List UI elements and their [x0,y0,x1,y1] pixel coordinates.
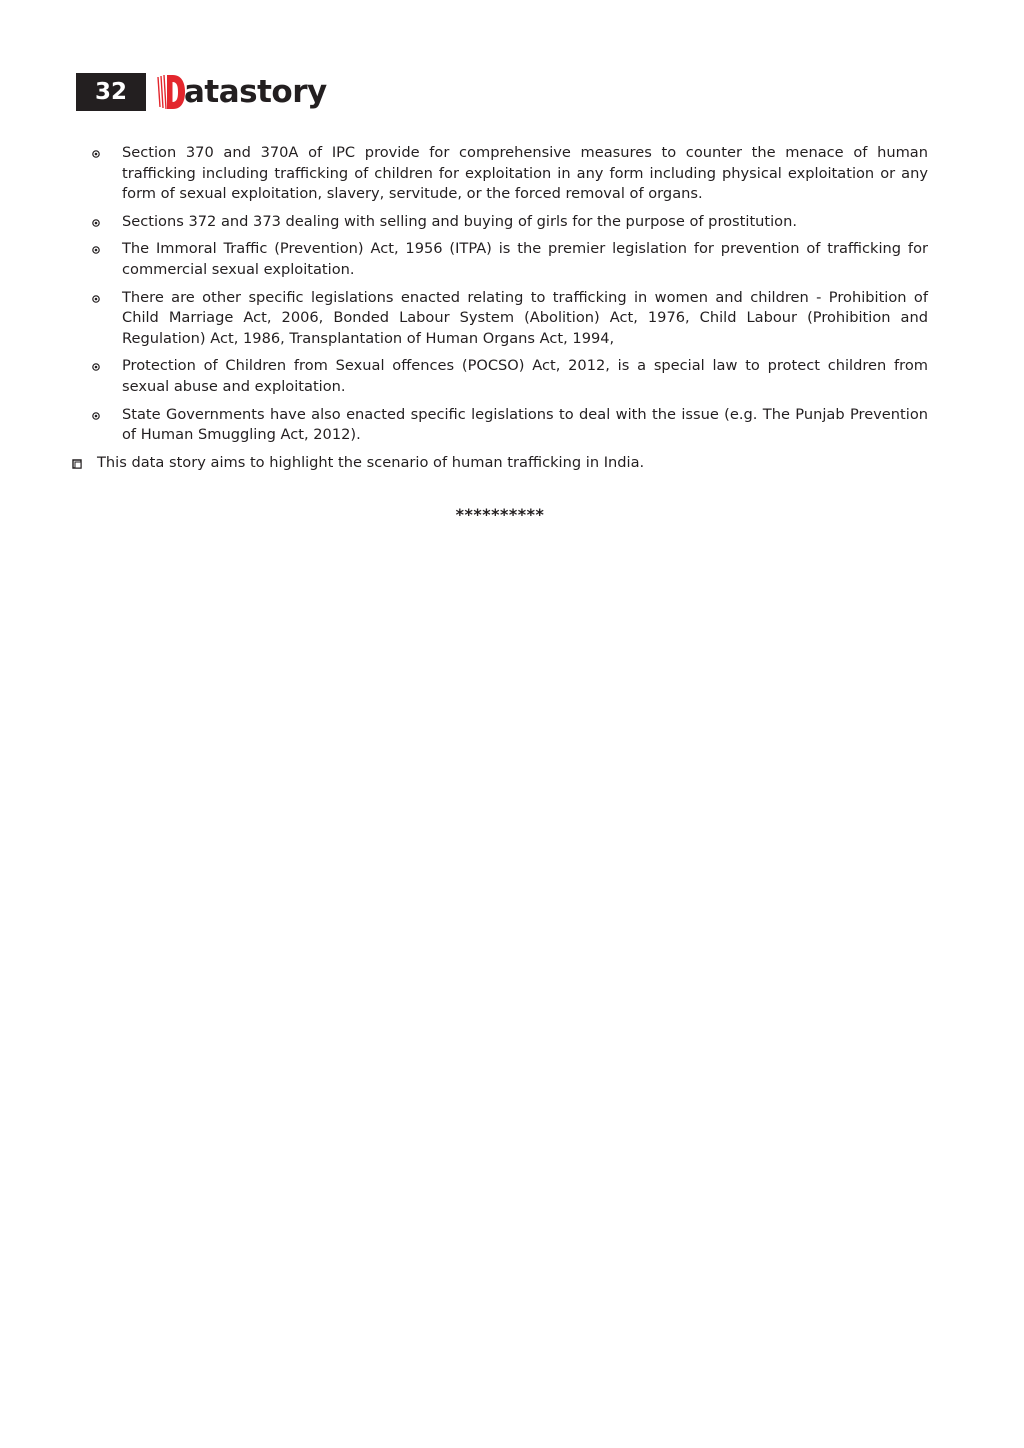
document-body [70,143,928,473]
circle-dot-bullet-icon [92,412,100,420]
end-of-section-mark: ********** [455,505,545,524]
list-item-text: There are other specific legislations enacted relating to trafficking in women and children - Prohibition of Child Marriage Act, 2006, Bonded Labour System (Abolition) Act, 1976, Child Labour (Prohibition and Regulation) Act, 1986, Transplantation of Human Organs Act, 1994, [122,288,928,347]
page-number: 32 [76,73,146,111]
list-item-text: The Immoral Traffic (Prevention) Act, 1956 (ITPA) is the premier legislation for prevention of trafficking for commercial sexual exploitation. [122,240,928,278]
list-item [122,288,928,350]
list-item-text: Sections 372 and 373 dealing with selling and buying of girls for the purpose of prostitution. [122,212,798,230]
page-header [76,72,327,112]
list-item [122,212,928,233]
list-item [122,239,928,280]
circle-dot-bullet-icon [92,363,100,371]
list-item-text: Protection of Children from Sexual offences (POCSO) Act, 2012, is a special law to protect children from sexual abuse and exploitation. [122,357,928,395]
list-item-text: State Governments have also enacted specific legislations to deal with the issue (e.g. The Punjab Prevention of Human Smuggling Act, 2012). [122,405,928,444]
summary-item [70,453,928,474]
circle-dot-bullet-icon [92,295,100,303]
logo-text: atastory [184,74,327,110]
circle-dot-bullet-icon [92,219,100,227]
circle-dot-bullet-icon [92,150,100,158]
square-page-bullet-icon [72,459,82,469]
legislation-list [70,143,928,446]
summary-text: This data story aims to highlight the scenario of human trafficking in India. [97,453,645,471]
datastory-d-logo-icon [156,73,186,111]
list-item [122,356,928,397]
circle-dot-bullet-icon [92,246,100,254]
list-item [122,143,928,205]
datastory-logo [156,72,327,112]
list-item [122,405,928,446]
list-item-text: Section 370 and 370A of IPC provide for comprehensive measures to counter the menace of human trafficking including trafficking of children for exploitation in any form including physical exploitation or any form of sexual exploitation, slavery, servitude, or the forced removal of organs. [122,144,928,203]
